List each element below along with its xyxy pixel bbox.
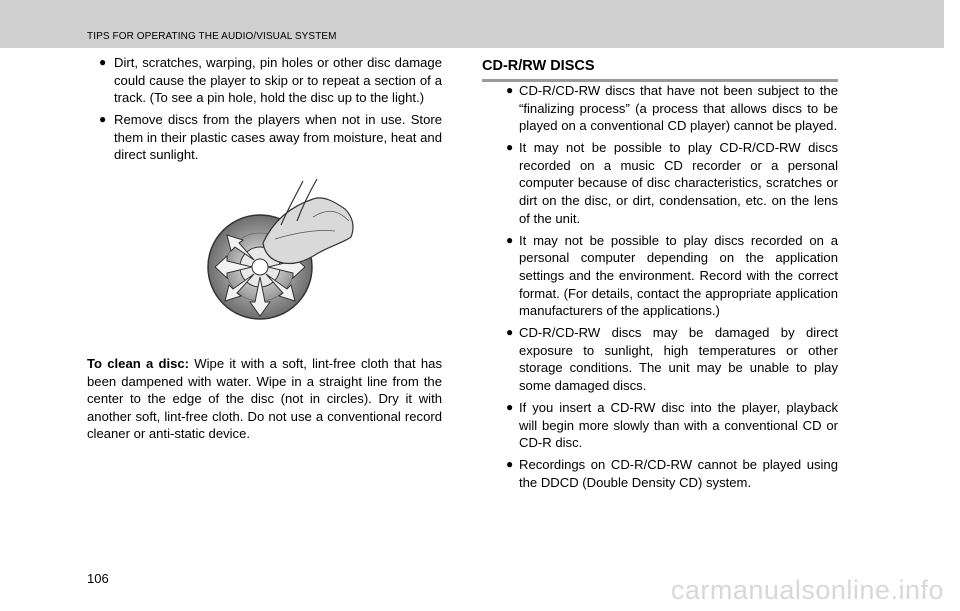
bullet-text: It may not be possible to play discs recorded on a personal computer depending on the application settings and the environment. Record with the correct format. (For details, contact the appropriate application manufacturers of the applications.)	[519, 232, 838, 319]
page-header-title: TIPS FOR OPERATING THE AUDIO/VISUAL SYSTEM	[87, 31, 337, 42]
list-item	[482, 399, 838, 452]
right-column	[482, 58, 838, 496]
left-column	[87, 54, 442, 169]
bullet-icon: ●	[506, 140, 514, 155]
header-bar	[0, 0, 944, 48]
section-heading: CD-R/RW DISCS	[482, 58, 838, 82]
bullet-icon: ●	[506, 457, 514, 472]
list-item	[87, 54, 442, 107]
clean-disc-paragraph	[87, 355, 442, 443]
watermark: carmanualsonline.info	[670, 575, 944, 605]
bullet-icon: ●	[506, 83, 514, 97]
list-item	[482, 324, 838, 394]
bullet-text: Recordings on CD-R/CD-RW cannot be played using the DDCD (Double Density CD) system.	[519, 457, 838, 490]
page-number: 106	[87, 571, 109, 586]
list-item	[482, 139, 838, 227]
list-item	[87, 111, 442, 164]
bullet-text: CD-R/CD-RW discs that have not been subject to the “finalizing process” (a process that allows discs to be played on a conventional CD player) cannot be played.	[519, 83, 838, 134]
list-item	[482, 456, 838, 491]
bullet-text: If you insert a CD-RW disc into the player, playback will begin more slowly than with a conventional CD or CD-R disc.	[519, 400, 838, 451]
left-bullet-list	[87, 54, 442, 164]
clean-title: To clean a disc:	[87, 356, 190, 372]
bullet-icon: ●	[506, 325, 514, 340]
clean-text: Wipe it with a soft, lint-free cloth that has been dampened with water. Wipe in a straight line from the center to the edge of the disc (not in circles). Dry it with another soft, lint-free cloth. Do not use a conventional record cleaner or anti-static device.	[87, 356, 443, 442]
bullet-text: It may not be possible to play CD-R/CD-RW discs recorded on a music CD recorder or a personal computer because of disc characteristics, scratches or dirt on the disc, or dirt, condensation, etc. on the lens of the unit.	[519, 140, 838, 226]
bullet-icon: ●	[506, 400, 514, 415]
right-bullet-list	[482, 82, 838, 492]
disc-icon	[205, 177, 365, 322]
list-item	[482, 232, 838, 320]
bullet-icon: ●	[99, 112, 107, 127]
bullet-text: Dirt, scratches, warping, pin holes or other disc damage could cause the player to skip or to repeat a section of a track. (To see a pin hole, hold the disc up to the light.)	[114, 55, 442, 106]
list-item	[482, 82, 838, 135]
disc-cleaning-illustration	[205, 177, 365, 322]
bullet-icon: ●	[506, 232, 514, 247]
bullet-text: Remove discs from the players when not in use. Store them in their plastic cases away from moisture, heat and direct sunlight.	[114, 112, 442, 163]
bullet-icon: ●	[99, 55, 107, 69]
bullet-text: CD-R/CD-RW discs may be damaged by direct exposure to sunlight, high temperatures or other storage conditions. The unit may be unable to play some damaged discs.	[519, 325, 838, 393]
